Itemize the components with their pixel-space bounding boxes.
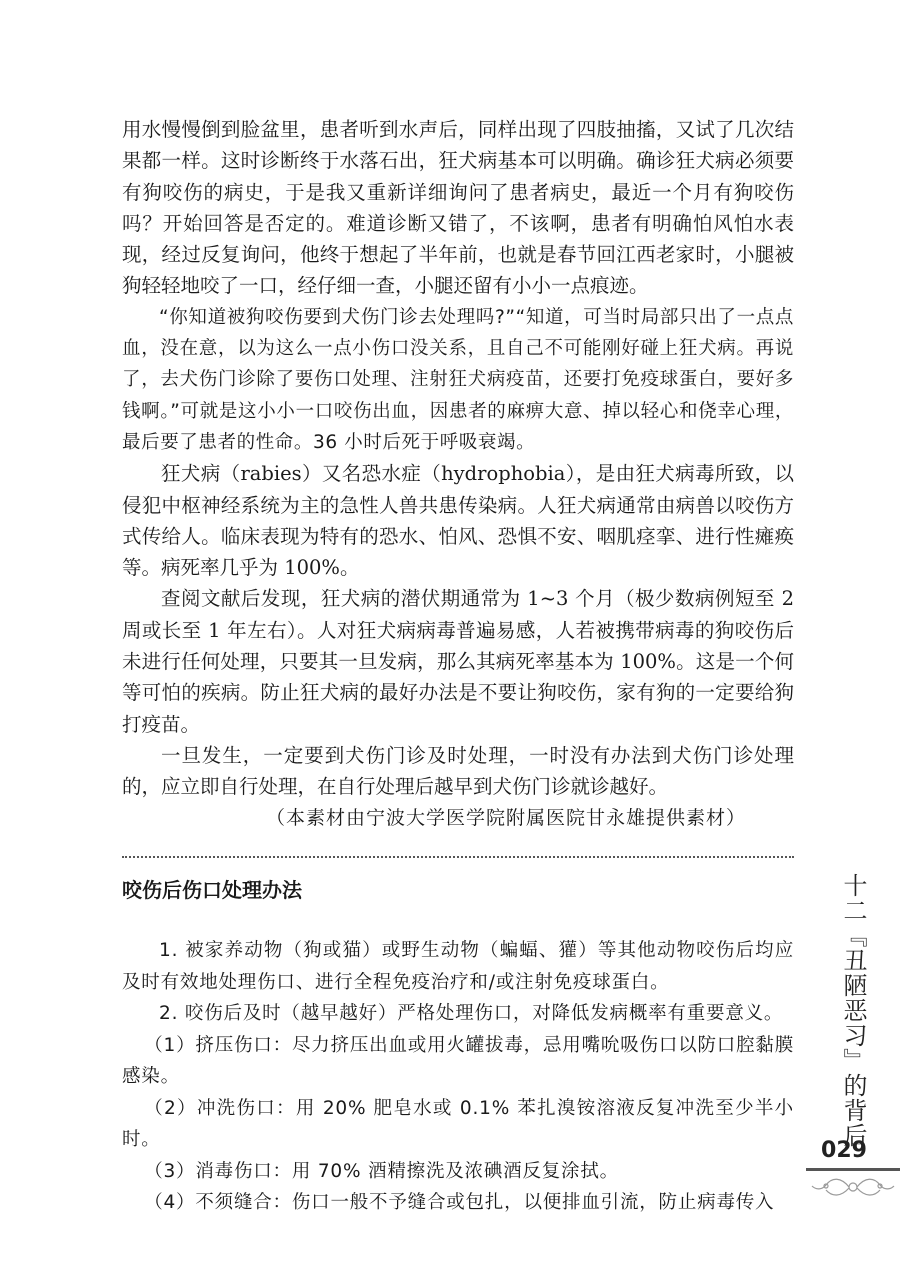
- section-item-1: 1. 被家养动物（狗或猫）或野生动物（蝙蝠、獾）等其他动物咬伤后均应及时有效地处理伤口、进行全程免疫治疗和/或注射免疫球蛋白。: [122, 940, 794, 993]
- section-body: [122, 935, 794, 1219]
- page-number-rule: [806, 1168, 900, 1171]
- section-item-6: （4）不须缝合：伤口一般不予缝合或包扎，以便排血引流，防止病毒传入: [144, 1192, 775, 1213]
- page-number: 029: [821, 1138, 867, 1163]
- section-item-4: （2）冲洗伤口：用 20% 肥皂水或 0.1% 苯扎溴铵溶液反复冲洗至少半小时。: [122, 1097, 794, 1150]
- section-item-5: （3）消毒伤口：用 70% 酒精擦洗及浓碘酒反复涂拭。: [144, 1160, 619, 1182]
- paragraph-5: 一旦发生，一定要到犬伤门诊及时处理，一时没有办法到犬伤门诊处理的，应立即自行处理，在自行处理后越早到犬伤门诊就诊越好。: [122, 743, 794, 799]
- ornament-icon: [808, 1174, 898, 1200]
- main-text: [122, 114, 794, 834]
- paragraph-4: 查阅文献后发现，狂犬病的潜伏期通常为 1~3 个月（极少数病例短至 2 周或长至 1 年左右）。人对狂犬病病毒普遍易感，人若被携带病毒的狗咬伤后未进行任何处理，只要其一旦发病，那么其病死率基本为 100%。这是一个何等可怕的疾病。防止狂犬病的最好办法是不要让狗咬伤，家有狗的一定要给狗打疫苗。: [122, 587, 794, 736]
- source-credit: （本素材由宁波大学医学院附属医院甘永雄提供素材）: [265, 806, 746, 829]
- section-item-2: 2. 咬伤后及时（越早越好）严格处理伤口，对降低发病概率有重要意义。: [159, 1003, 784, 1024]
- section-divider: [122, 856, 794, 858]
- paragraph-3: 狂犬病（rabies）又名恐水症（hydrophobia），是由狂犬病毒所致，以侵犯中枢神经系统为主的急性人兽共患传染病。人狂犬病通常由病兽以咬伤方式传给人。临床表现为特有的恐水、怕风、恐惧不安、咽肌痉挛、进行性瘫痪等。病死率几乎为 100%。: [122, 462, 794, 580]
- section-item-3: （1）挤压伤口：尽力挤压出血或用火罐拔毒，忌用嘴吮吸伤口以防口腔黏膜感染。: [122, 1034, 794, 1087]
- section-title: 咬伤后伤口处理办法: [122, 878, 302, 902]
- paragraph-1: 用水慢慢倒到脸盆里，患者听到水声后，同样出现了四肢抽搐，又试了几次结果都一样。这时诊断终于水落石出，狂犬病基本可以明确。确诊狂犬病必须要有狗咬伤的病史，于是我又重新详细询问了患者病史，最近一个月有狗咬伤吗？开始回答是否定的。难道诊断又错了，不该啊，患者有明确怕风怕水表现，经过反复询问，他终于想起了半年前，也就是春节回江西老家时，小腿被狗轻轻地咬了一口，经仔细一查，小腿还留有小小一点痕迹。: [122, 118, 794, 298]
- paragraph-2: “你知道被狗咬伤要到犬伤门诊去处理吗?”“知道，可当时局部只出了一点点血，没在意，以为这么一点小伤口没关系，且自己不可能刚好碰上狂犬病。再说了，去犬伤门诊除了要伤口处理、注射狂犬病疫苗，还要打免疫球蛋白，要好多钱啊。”可就是这小小一口咬伤出血，因患者的麻痹大意、掉以轻心和侥幸心理，最后要了患者的性命。36 小时后死于呼吸衰竭。: [122, 306, 794, 453]
- chapter-side-title: 十二『丑陋恶习』的背后: [839, 873, 867, 1148]
